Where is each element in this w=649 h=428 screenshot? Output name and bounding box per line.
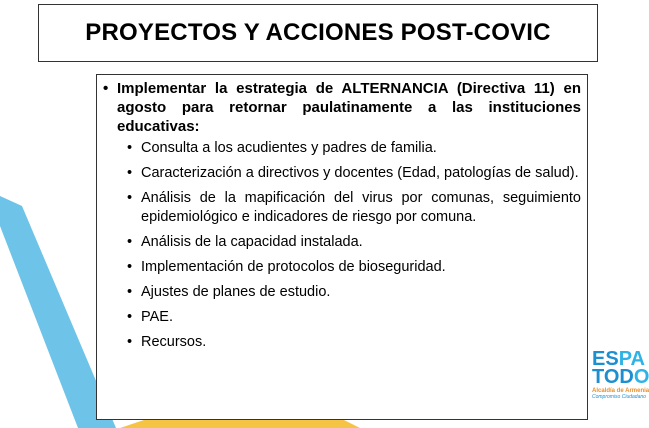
- bullet-icon: •: [127, 190, 133, 206]
- list-item: [127, 164, 581, 183]
- espacio-para-todos-logo: [592, 348, 649, 400]
- bullet-icon: •: [127, 165, 133, 181]
- list-item: [127, 333, 581, 352]
- logo-subtitle: Alcaldía de Armenia: [592, 388, 649, 394]
- bullet-icon: •: [103, 80, 109, 97]
- bullet-icon: •: [127, 309, 133, 325]
- bullet-icon: •: [127, 140, 133, 156]
- list-item-text: Consulta a los acudientes y padres de familia.: [141, 140, 437, 156]
- list-item: [127, 233, 581, 252]
- page-title: PROYECTOS Y ACCIONES POST-COVIC: [85, 19, 551, 46]
- bullet-icon: •: [127, 259, 133, 275]
- bullet-icon: •: [127, 334, 133, 350]
- list-item-text: Implementación de protocolos de bioseguridad.: [141, 259, 446, 275]
- logo-line-2: TODO: [592, 366, 649, 388]
- main-bullet-text: Implementar la estrategia de ALTERNANCIA (Directiva 11) en agosto para retornar paulatinamente a las instituciones educativas:: [117, 80, 581, 135]
- list-item-text: Recursos.: [141, 334, 207, 350]
- main-bullet-item: [103, 79, 581, 136]
- bullet-icon: •: [127, 234, 133, 250]
- title-box: [38, 4, 598, 62]
- list-item-text: Caracterización a directivos y docentes (Edad, patologías de salud).: [141, 165, 579, 181]
- list-item: [127, 308, 581, 327]
- list-item-text: Análisis de la capacidad instalada.: [141, 234, 363, 250]
- list-item: [127, 139, 581, 158]
- list-item-text: Análisis de la mapificación del virus por comunas, seguimiento epidemiológico e indicadores de riesgo por comuna.: [141, 190, 581, 225]
- list-item-text: Ajustes de planes de estudio.: [141, 284, 331, 300]
- list-item: [127, 258, 581, 277]
- sub-bullet-list: [103, 139, 581, 352]
- list-item: [127, 189, 581, 227]
- logo-line-1: ESPA: [592, 348, 645, 370]
- bullet-icon: •: [127, 284, 133, 300]
- list-item-text: PAE.: [141, 309, 173, 325]
- content-box: [96, 74, 588, 420]
- list-item: [127, 283, 581, 302]
- logo-tagline: Compromiso Ciudadano: [592, 394, 646, 400]
